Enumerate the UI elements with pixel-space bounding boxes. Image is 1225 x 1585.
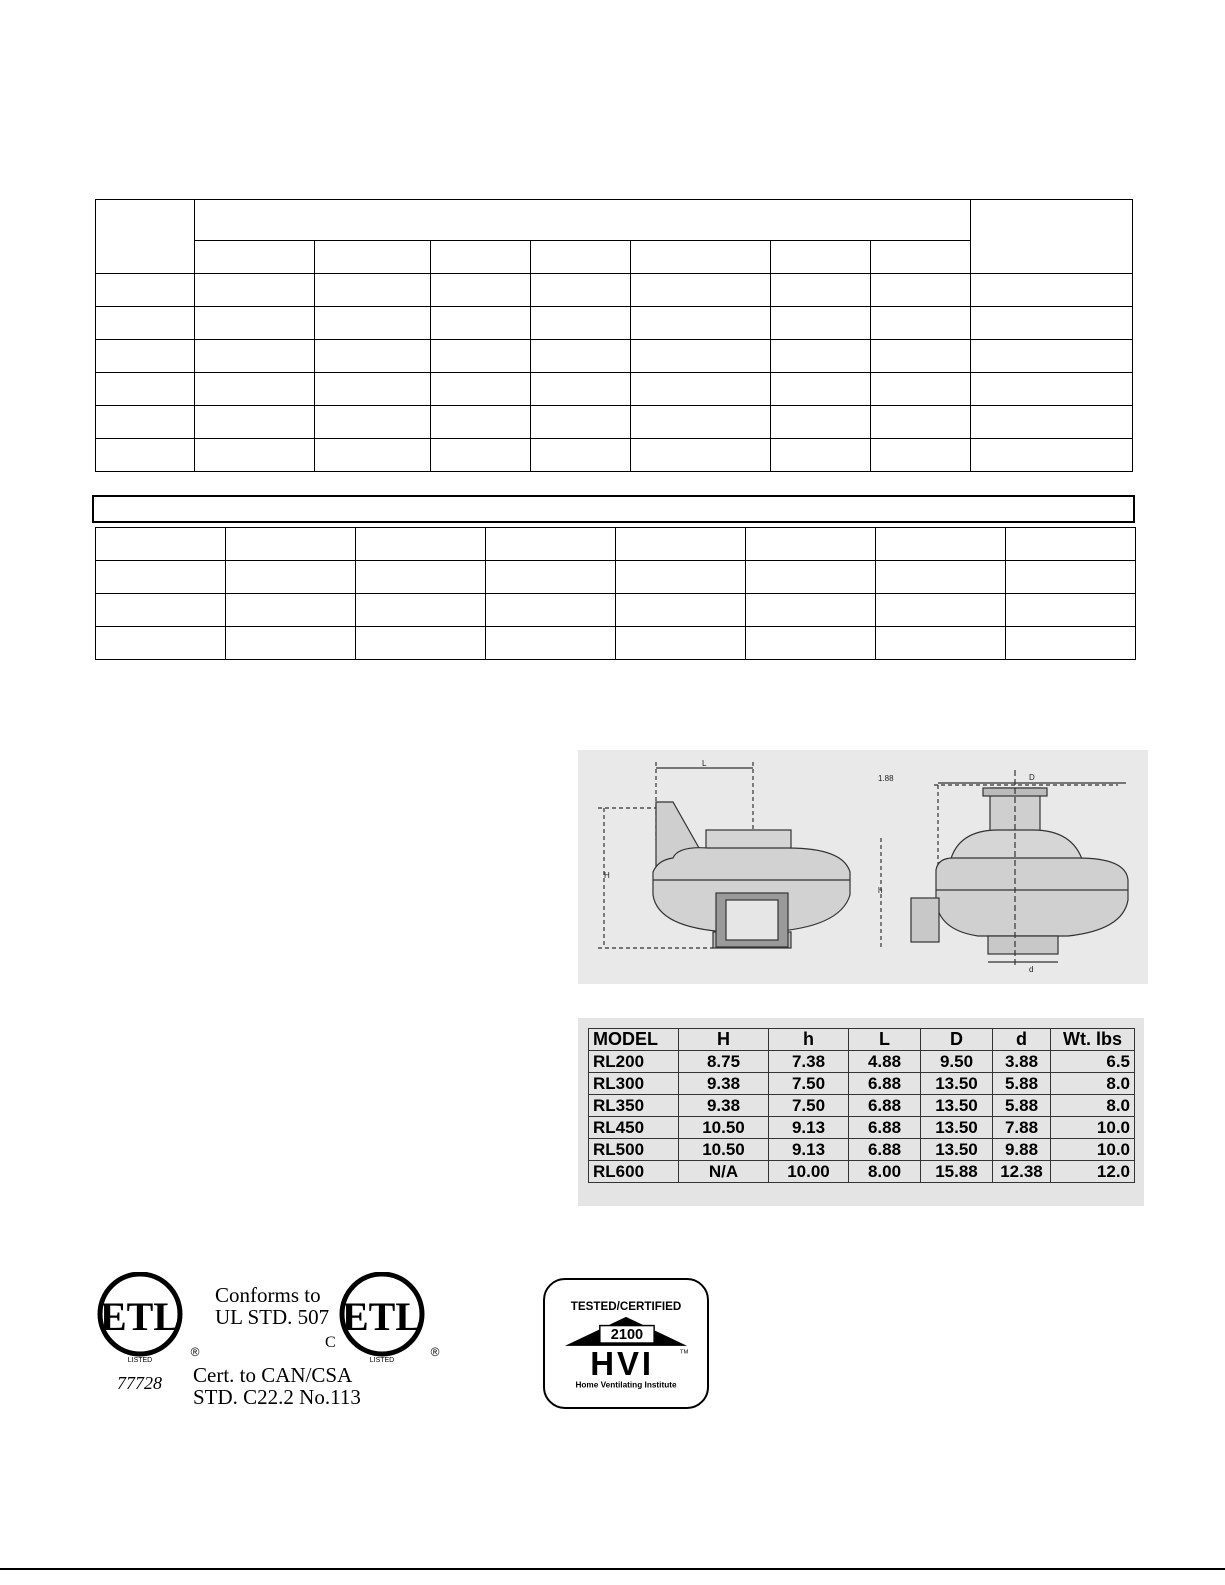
dims-cell: 12.38 bbox=[993, 1161, 1051, 1183]
dims-cell: 8.75 bbox=[679, 1051, 769, 1073]
registered-mark: ® bbox=[190, 1345, 200, 1359]
dims-cell: 13.50 bbox=[921, 1117, 993, 1139]
dims-cell: 10.50 bbox=[679, 1139, 769, 1161]
hvi-title: TESTED/CERTIFIED bbox=[570, 1300, 682, 1314]
dims-cell: 3.88 bbox=[993, 1051, 1051, 1073]
dims-cell: 7.50 bbox=[769, 1095, 849, 1117]
dims-cell: 5.88 bbox=[993, 1073, 1051, 1095]
dims-header-h: h bbox=[769, 1029, 849, 1051]
fan-dimension-drawing bbox=[578, 750, 1148, 984]
hvi-logo-text: HVI bbox=[590, 1345, 654, 1383]
dims-cell: 4.88 bbox=[849, 1051, 921, 1073]
table-row bbox=[589, 1073, 1135, 1095]
dims-cell: 9.13 bbox=[769, 1139, 849, 1161]
dims-cell: 10.0 bbox=[1051, 1139, 1135, 1161]
dims-cell: 5.88 bbox=[993, 1095, 1051, 1117]
dims-cell: 13.50 bbox=[921, 1095, 993, 1117]
dimensions-header-row bbox=[589, 1029, 1135, 1051]
dims-cell: 7.50 bbox=[769, 1073, 849, 1095]
dims-cell: RL450 bbox=[589, 1117, 679, 1139]
dims-header-weight: Wt. lbs bbox=[1051, 1029, 1135, 1051]
dims-cell: 6.88 bbox=[849, 1073, 921, 1095]
sound-table bbox=[95, 527, 1136, 660]
table-row bbox=[589, 1161, 1135, 1183]
drawing-label-D: D bbox=[1029, 773, 1035, 782]
dims-cell: 9.38 bbox=[679, 1095, 769, 1117]
dims-header-H: H bbox=[679, 1029, 769, 1051]
dims-cell: 7.38 bbox=[769, 1051, 849, 1073]
etl-listed-text: LISTED bbox=[127, 1357, 153, 1364]
dims-cell: 6.88 bbox=[849, 1095, 921, 1117]
hvi-institute-name: Home Ventilating Institute bbox=[575, 1380, 677, 1390]
dims-cell: RL500 bbox=[589, 1139, 679, 1161]
drawing-label-h: h bbox=[878, 886, 883, 895]
table-row bbox=[589, 1117, 1135, 1139]
dims-cell: 13.50 bbox=[921, 1139, 993, 1161]
dims-header-model: MODEL bbox=[589, 1029, 679, 1051]
etl-logo-text: ETL bbox=[99, 1294, 181, 1339]
table-row bbox=[589, 1095, 1135, 1117]
dims-cell: 8.0 bbox=[1051, 1073, 1135, 1095]
etl-certification bbox=[95, 1272, 455, 1412]
etl-csa-standard: STD. C22.2 No.113 bbox=[193, 1385, 361, 1409]
etl-csa-cert: Cert. to CAN/CSA bbox=[193, 1363, 353, 1387]
dims-cell: 9.88 bbox=[993, 1139, 1051, 1161]
dims-cell: 9.50 bbox=[921, 1051, 993, 1073]
etl-c-logo-text: ETL bbox=[341, 1294, 423, 1339]
dims-cell: 10.50 bbox=[679, 1117, 769, 1139]
dims-cell: N/A bbox=[679, 1161, 769, 1183]
dimensions-table-panel bbox=[578, 1018, 1144, 1206]
etl-listing-number: 77728 bbox=[117, 1373, 162, 1393]
bottom-rule bbox=[0, 1568, 1225, 1570]
dims-header-d: d bbox=[993, 1029, 1051, 1051]
drawing-label-L: L bbox=[702, 759, 707, 768]
sound-table-title-bar bbox=[92, 495, 1135, 523]
dims-cell: 9.38 bbox=[679, 1073, 769, 1095]
dims-cell: 15.88 bbox=[921, 1161, 993, 1183]
etl-logo-icon bbox=[95, 1272, 205, 1372]
dims-cell: 8.00 bbox=[849, 1161, 921, 1183]
dims-header-D: D bbox=[921, 1029, 993, 1051]
hvi-number: 2100 bbox=[610, 1327, 644, 1344]
etl-conforms-text: Conforms to bbox=[215, 1283, 321, 1307]
dims-cell: RL200 bbox=[589, 1051, 679, 1073]
dimensions-table bbox=[588, 1028, 1135, 1183]
hvi-tm: TM bbox=[679, 1349, 689, 1356]
hvi-certified-badge bbox=[543, 1278, 709, 1409]
dims-cell: RL600 bbox=[589, 1161, 679, 1183]
dims-cell: 9.13 bbox=[769, 1117, 849, 1139]
dims-cell: 12.0 bbox=[1051, 1161, 1135, 1183]
hvi-logo-icon bbox=[545, 1280, 707, 1407]
table-row bbox=[589, 1051, 1135, 1073]
drawing-label-H: H bbox=[604, 871, 610, 880]
performance-table bbox=[95, 199, 1133, 472]
etl-c-mark: C bbox=[325, 1334, 336, 1351]
etl-c-listed-text: LISTED bbox=[369, 1357, 395, 1364]
drawing-label-d: d bbox=[1029, 965, 1034, 974]
dims-cell: 13.50 bbox=[921, 1073, 993, 1095]
dims-cell: 6.88 bbox=[849, 1139, 921, 1161]
table-row bbox=[589, 1139, 1135, 1161]
dims-cell: 6.88 bbox=[849, 1117, 921, 1139]
dims-cell: 10.0 bbox=[1051, 1117, 1135, 1139]
etl-c-logo-icon bbox=[337, 1272, 447, 1372]
etl-ul-standard: UL STD. 507 bbox=[215, 1305, 330, 1329]
dims-cell: 6.5 bbox=[1051, 1051, 1135, 1073]
dims-cell: RL300 bbox=[589, 1073, 679, 1095]
dims-cell: RL350 bbox=[589, 1095, 679, 1117]
registered-mark: ® bbox=[430, 1345, 440, 1359]
dims-cell: 7.88 bbox=[993, 1117, 1051, 1139]
dims-header-L: L bbox=[849, 1029, 921, 1051]
dims-cell: 8.0 bbox=[1051, 1095, 1135, 1117]
dims-cell: 10.00 bbox=[769, 1161, 849, 1183]
drawing-label-offset: 1.88 bbox=[878, 774, 894, 783]
